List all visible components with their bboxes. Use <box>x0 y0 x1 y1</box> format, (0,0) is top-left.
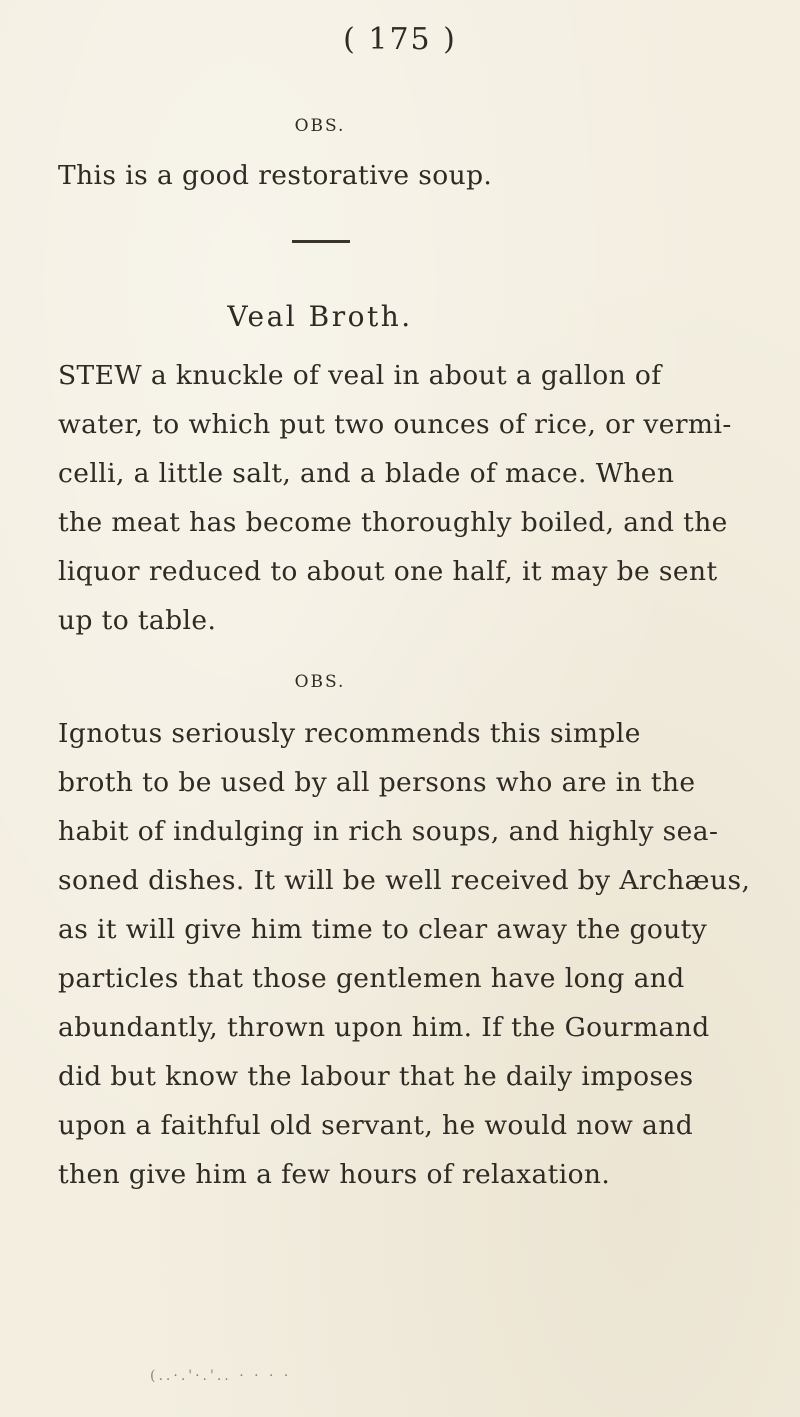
obs-line: habit of indulging in rich soups, and highly sea- <box>58 816 719 847</box>
footer-marks: (..·.'·.'.. · · · · <box>150 1368 292 1384</box>
obs-label: OBS. <box>294 672 346 692</box>
recipe-line: up to table. <box>58 605 217 636</box>
obs-line: as it will give him time to clear away the gouty <box>58 914 708 945</box>
recipe-line: celli, a little salt, and a blade of mace. When <box>58 458 675 489</box>
obs-line: abundantly, thrown upon him. If the Gourmand <box>58 1012 710 1043</box>
obs-line: soned dishes. It will be well received by Archæus, <box>58 865 751 896</box>
obs-line: Ignotus seriously recommends this simple <box>58 718 641 749</box>
section-divider <box>292 240 350 243</box>
intro-line: This is a good restorative soup. <box>58 160 493 191</box>
page-number: ( 175 ) <box>343 22 457 57</box>
recipe-line: the meat has become thoroughly boiled, and the <box>58 507 728 538</box>
obs-line: broth to be used by all persons who are in the <box>58 767 696 798</box>
recipe-line: liquor reduced to about one half, it may be sent <box>58 556 718 587</box>
obs-line: particles that those gentlemen have long and <box>58 963 685 994</box>
recipe-line: STEW a knuckle of veal in about a gallon of <box>58 360 662 391</box>
section-heading: Veal Broth. <box>227 300 413 333</box>
obs-line: upon a faithful old servant, he would now and <box>58 1110 694 1141</box>
recipe-line: water, to which put two ounces of rice, or vermi- <box>58 409 732 440</box>
obs-line: did but know the labour that he daily imposes <box>58 1061 694 1092</box>
obs-label: OBS. <box>294 116 346 136</box>
obs-line: then give him a few hours of relaxation. <box>58 1159 611 1190</box>
